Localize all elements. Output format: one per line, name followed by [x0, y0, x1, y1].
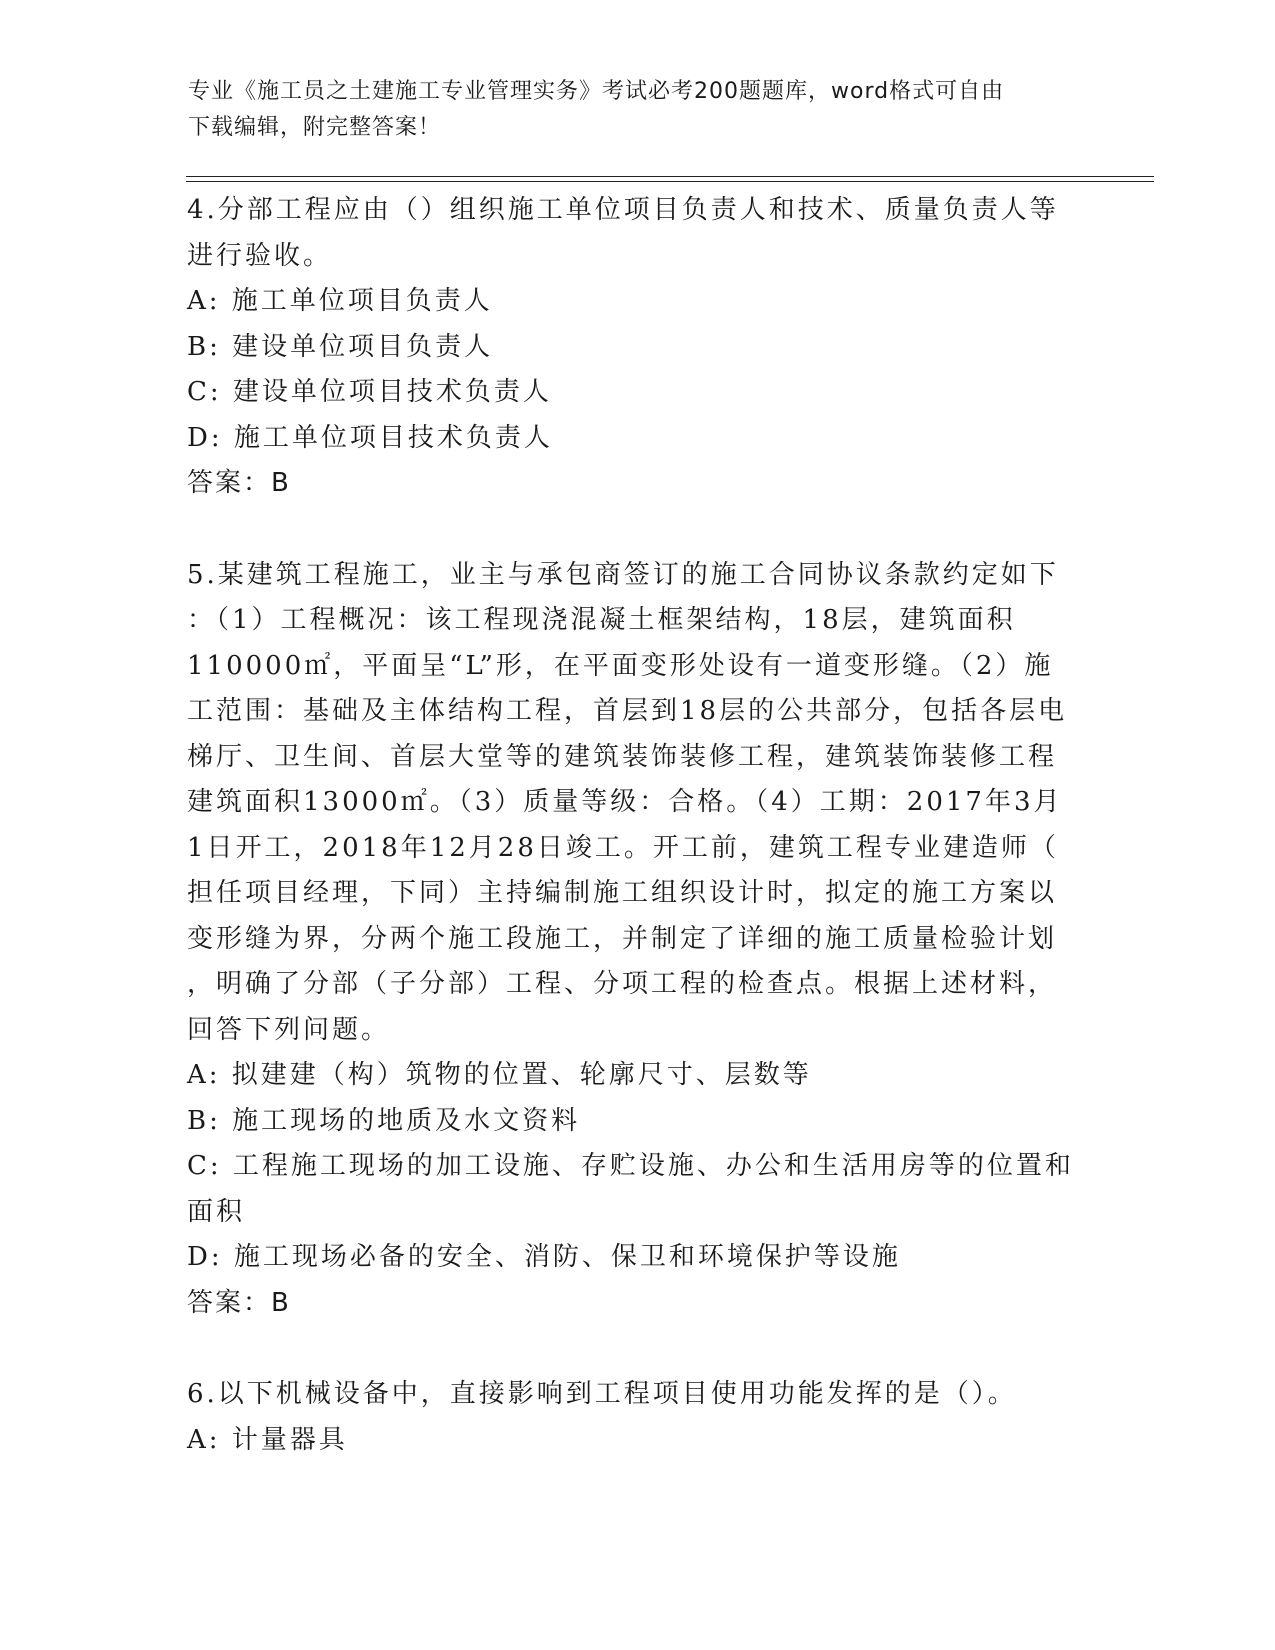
question-stem-line: 4.分部工程应由（）组织施工单位项目负责人和技术、质量负责人等 [187, 195, 1059, 225]
header-divider-top [186, 176, 1154, 177]
option-c: C: 工程施工现场的加工设施、存贮设施、办公和生活用房等的位置和 [187, 1151, 1074, 1181]
document-header [188, 74, 1068, 146]
option-d: D: 施工现场必备的安全、消防、保卫和环境保护等设施 [187, 1242, 901, 1272]
question-4 [187, 188, 1077, 507]
question-stem-line: 110000㎡，平面呈“L”形，在平面变形处设有一道变形缝。（2）施 [187, 650, 1054, 681]
option-c: C: 建设单位项目技术负责人 [187, 377, 552, 407]
header-line-1: 专业《施工员之土建施工专业管理实务》考试必考200题题库，word格式可自由 [188, 79, 1005, 104]
question-stem-line: 6.以下机械设备中，直接影响到工程项目使用功能发挥的是（）。 [187, 1379, 1017, 1409]
question-stem-line: 建筑面积13000㎡。（3）质量等级：合格。（4）工期：2017年3月 [187, 787, 1063, 817]
option-b: B: 施工现场的地质及水文资料 [187, 1105, 581, 1136]
option-a: A: 拟建建（构）筑物的位置、轮廓尺寸、层数等 [187, 1060, 812, 1090]
answer-label: 答案：B [187, 1287, 291, 1318]
question-stem-line: ，明确了分部（子分部）工程、分项工程的检查点。根据上述材料， [187, 969, 1058, 999]
answer-label: 答案：B [187, 468, 291, 498]
question-stem-line: 5.某建筑工程施工，业主与承包商签订的施工合同协议条款约定如下 [187, 559, 1059, 590]
question-stem-line: 梯厅、卫生间、首层大堂等的建筑装饰装修工程，建筑装饰装修工程 [187, 741, 1058, 772]
question-stem-line: 变形缝为界，分两个施工段施工，并制定了详细的施工质量检验计划 [187, 923, 1058, 954]
question-list [187, 188, 1077, 1463]
question-stem-line: 1日开工，2018年12月28日竣工。开工前，建筑工程专业建造师（ [187, 832, 1059, 863]
header-divider-bottom [186, 181, 1154, 182]
question-6 [187, 1372, 1077, 1463]
question-stem-line: 回答下列问题。 [187, 1014, 391, 1045]
option-b: B: 建设单位项目负责人 [187, 331, 494, 362]
option-d: D: 施工单位项目技术负责人 [187, 422, 553, 453]
question-stem-line: 工范围：基础及主体结构工程，首层到18层的公共部分，包括各层电 [187, 696, 1068, 726]
question-stem-line: ：（1）工程概况：该工程现浇混凝土框架结构，18层，建筑面积 [187, 605, 1016, 635]
question-stem-line: 进行验收。 [187, 240, 333, 271]
question-5 [187, 553, 1077, 1327]
option-a: A: 计量器具 [187, 1424, 348, 1455]
option-a: A: 施工单位项目负责人 [187, 286, 493, 316]
header-line-2: 下载编辑，附完整答案！ [188, 115, 442, 140]
option-c-continued: 面积 [187, 1196, 246, 1227]
question-stem-line: 担任项目经理，下同）主持编制施工组织设计时，拟定的施工方案以 [187, 878, 1058, 908]
